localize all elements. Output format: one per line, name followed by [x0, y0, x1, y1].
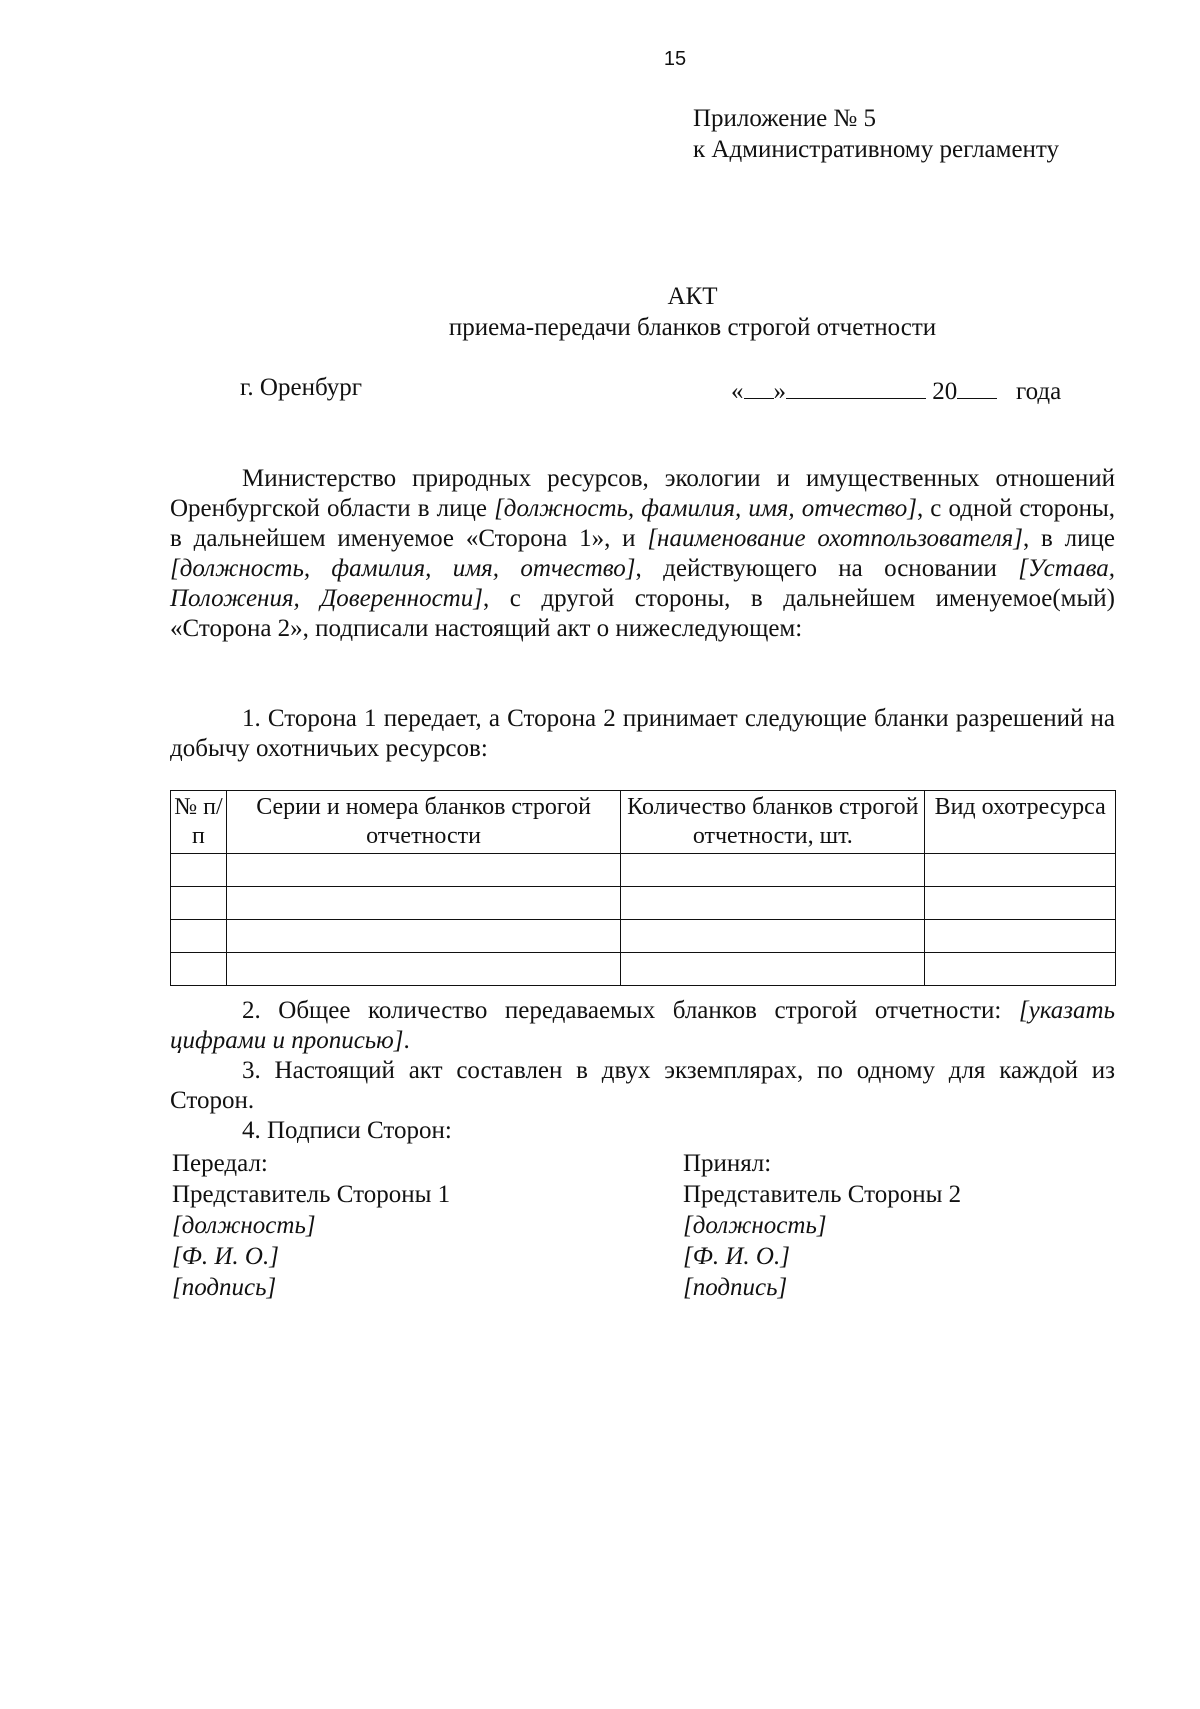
signature-block-right: [683, 1148, 961, 1303]
blanks-table: [170, 790, 1116, 986]
header-quantity: Количество бланков строгой отчетности, шт.: [621, 791, 925, 854]
table-row: [171, 887, 1116, 920]
table-cell: [226, 854, 620, 887]
item-2: [170, 996, 1115, 1056]
intro-text-1: Министерство природных ресурсов, экологии и имущественных отношений Оренбургской области в лице: [170, 465, 1115, 522]
sig-signature-left: [подпись]: [172, 1274, 277, 1301]
intro-text-2: , с одной стороны, в дальнейшем именуемое «Сторона 1», и: [170, 495, 1115, 552]
table-cell: [925, 887, 1116, 920]
month-blank: [786, 374, 926, 399]
closing-items: [170, 996, 1115, 1146]
quote-open: «: [731, 378, 744, 405]
header-resource-type: Вид охотресурса: [925, 791, 1116, 854]
header-number: № п/п: [171, 791, 227, 854]
table-cell: [621, 953, 925, 986]
sig-role-left: Передал:: [172, 1150, 268, 1177]
table-header-row: [171, 791, 1116, 854]
intro-text-5: , с другой стороны, в дальнейшем именуемое(мый) «Сторона 2», подписали настоящий акт о нижеследующем:: [170, 585, 1115, 642]
sig-role-right: Принял:: [683, 1150, 772, 1177]
page-number: 15: [663, 48, 687, 70]
appendix-reference: [693, 103, 1059, 165]
intro-text-4: , действующего на основании: [635, 555, 1019, 582]
day-blank: [744, 374, 774, 399]
intro-text-3: , в лице: [1022, 525, 1115, 552]
title-subtitle: приема-передачи бланков строгой отчетности: [448, 314, 937, 341]
date-blank: [731, 374, 1061, 406]
table-cell: [226, 887, 620, 920]
year-word: года: [1016, 378, 1062, 405]
table-row: [171, 854, 1116, 887]
sig-party-left: Представитель Стороны 1: [172, 1181, 451, 1208]
item-4: 4. Подписи Сторон:: [242, 1117, 452, 1144]
sig-signature-right: [подпись]: [683, 1274, 788, 1301]
appendix-line-2: к Административному регламенту: [693, 136, 1060, 163]
item-3: 3. Настоящий акт составлен в двух экземплярах, по одному для каждой из Сторон.: [170, 1057, 1115, 1114]
intro-paragraph: [170, 464, 1115, 644]
quote-close: »: [773, 378, 786, 405]
table-cell: [621, 920, 925, 953]
table-cell: [171, 887, 227, 920]
table-cell: [226, 920, 620, 953]
year-prefix: 20: [932, 378, 958, 405]
table-row: [171, 920, 1116, 953]
appendix-line-1: Приложение № 5: [693, 105, 877, 132]
sig-party-right: Представитель Стороны 2: [683, 1181, 962, 1208]
table-cell: [171, 953, 227, 986]
table-cell: [226, 953, 620, 986]
item-2-end: .: [403, 1027, 410, 1054]
placeholder-user-rep: [должность, фамилия, имя, отчество]: [170, 555, 636, 582]
header-series: Серии и номера бланков строгой отчетности: [226, 791, 620, 854]
placeholder-hunting-user: [наименование охотпользователя]: [647, 525, 1023, 552]
table-cell: [925, 854, 1116, 887]
table-cell: [621, 887, 925, 920]
city: г. Оренбург: [240, 374, 362, 401]
placeholder-basis: [Устава, Положения, Доверенности]: [170, 555, 1115, 612]
table-cell: [171, 854, 227, 887]
item-1-text: 1. Сторона 1 передает, а Сторона 2 принимает следующие бланки разрешений на добычу охотничьих ресурсов:: [170, 705, 1115, 762]
document-title: [0, 281, 1200, 343]
sig-position-left: [должность]: [172, 1212, 316, 1239]
signature-block-left: [172, 1148, 450, 1303]
table-cell: [171, 920, 227, 953]
item-2-text: 2. Общее количество передаваемых бланков строгой отчетности:: [242, 997, 1019, 1024]
sig-name-left: [Ф. И. О.]: [172, 1243, 279, 1270]
table-cell: [925, 920, 1116, 953]
year-blank: [957, 374, 997, 399]
sig-name-right: [Ф. И. О.]: [683, 1243, 790, 1270]
placeholder-ministry-rep: [должность, фамилия, имя, отчество]: [494, 495, 917, 522]
table-row: [171, 953, 1116, 986]
placeholder-total: [указать цифрами и прописью]: [170, 997, 1115, 1054]
table-cell: [925, 953, 1116, 986]
title-act: АКТ: [667, 283, 718, 310]
table-cell: [621, 854, 925, 887]
sig-position-right: [должность]: [683, 1212, 827, 1239]
item-1: [170, 704, 1115, 764]
